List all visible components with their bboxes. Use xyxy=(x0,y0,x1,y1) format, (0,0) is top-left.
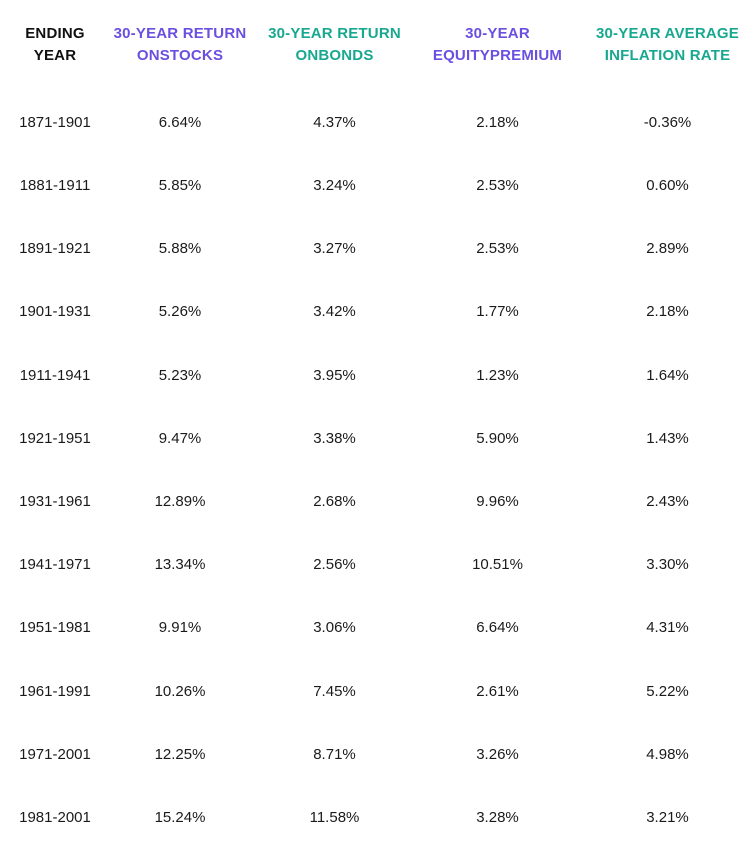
cell-ending-year: 1931-1961 xyxy=(19,493,91,510)
cell-ending-year: 1871-1901 xyxy=(19,114,91,131)
table-row xyxy=(0,174,750,198)
cell-bonds-return: 8.71% xyxy=(313,746,356,763)
cell-ending-year: 1981-2001 xyxy=(19,809,91,826)
cell-bonds-return: 11.58% xyxy=(309,809,360,826)
cell-equity-premium: 2.61% xyxy=(476,683,519,700)
cell-bonds-return: 3.95% xyxy=(313,367,356,384)
cell-ending-year: 1951-1981 xyxy=(19,619,91,636)
cell-ending-year: 1921-1951 xyxy=(19,430,91,447)
cell-ending-year: 1961-1991 xyxy=(19,683,91,700)
cell-equity-premium: 10.51% xyxy=(472,556,523,573)
cell-bonds-return: 3.06% xyxy=(313,619,356,636)
table-row xyxy=(0,553,750,577)
cell-ending-year: 1971-2001 xyxy=(19,746,91,763)
cell-stocks-return: 5.26% xyxy=(158,303,202,320)
cell-bonds-return: 3.24% xyxy=(313,177,356,194)
table-row xyxy=(0,680,750,704)
header-stocks-return-line2: ONSTOCKS xyxy=(136,47,224,64)
cell-bonds-return: 7.45% xyxy=(313,683,356,700)
cell-bonds-return: 4.37% xyxy=(313,114,356,131)
table-header xyxy=(0,0,750,80)
header-equity-premium-line2: EQUITYPREMIUM xyxy=(432,47,563,64)
header-inflation-rate-line2: INFLATION RATE xyxy=(604,47,731,64)
header-stocks-return xyxy=(105,23,255,67)
cell-ending-year: 1901-1931 xyxy=(19,303,91,320)
header-bonds-return-line2: ONBONDS xyxy=(295,47,374,64)
cell-ending-year: 1891-1921 xyxy=(19,240,91,257)
cell-inflation-rate: 2.89% xyxy=(646,240,689,257)
cell-inflation-rate: 4.31% xyxy=(646,619,689,636)
cell-inflation-rate: 3.30% xyxy=(646,556,689,573)
cell-bonds-return: 2.56% xyxy=(313,556,356,573)
header-inflation-rate xyxy=(585,23,750,67)
header-equity-premium-line1: 30-YEAR xyxy=(465,25,530,42)
cell-stocks-return: 5.23% xyxy=(158,367,202,384)
table-row xyxy=(0,616,750,640)
cell-equity-premium: 2.53% xyxy=(476,240,519,257)
cell-stocks-return: 12.25% xyxy=(154,746,206,763)
cell-equity-premium: 2.18% xyxy=(476,114,519,131)
cell-equity-premium: 1.77% xyxy=(476,303,519,320)
header-equity-premium xyxy=(425,23,570,67)
cell-stocks-return: 10.26% xyxy=(154,683,206,700)
table-row xyxy=(0,743,750,767)
cell-stocks-return: 15.24% xyxy=(154,809,206,826)
cell-inflation-rate: 0.60% xyxy=(646,177,689,194)
header-bonds-return-line1: 30-YEAR RETURN xyxy=(268,25,401,42)
cell-bonds-return: 2.68% xyxy=(313,493,356,510)
cell-stocks-return: 9.47% xyxy=(158,430,202,447)
cell-stocks-return: 5.85% xyxy=(158,177,202,194)
cell-equity-premium: 3.28% xyxy=(476,809,519,826)
header-stocks-return-line1: 30-YEAR RETURN xyxy=(113,25,247,42)
cell-inflation-rate: 5.22% xyxy=(646,683,689,700)
cell-stocks-return: 5.88% xyxy=(158,240,202,257)
table-row xyxy=(0,806,750,830)
cell-equity-premium: 5.90% xyxy=(476,430,519,447)
header-ending-year xyxy=(10,23,100,67)
cell-inflation-rate: 1.64% xyxy=(646,367,689,384)
cell-ending-year: 1911-1941 xyxy=(19,367,91,384)
cell-inflation-rate: 4.98% xyxy=(646,746,689,763)
cell-equity-premium: 9.96% xyxy=(476,493,519,510)
cell-inflation-rate: 2.18% xyxy=(646,303,689,320)
table-row xyxy=(0,490,750,514)
cell-inflation-rate: 3.21% xyxy=(646,809,689,826)
cell-stocks-return: 13.34% xyxy=(154,556,206,573)
cell-ending-year: 1941-1971 xyxy=(19,556,91,573)
cell-inflation-rate: 2.43% xyxy=(646,493,689,510)
cell-stocks-return: 12.89% xyxy=(154,493,206,510)
cell-bonds-return: 3.38% xyxy=(313,430,356,447)
cell-inflation-rate: -0.36% xyxy=(643,114,692,131)
table-row xyxy=(0,111,750,135)
table-row xyxy=(0,300,750,324)
table-row xyxy=(0,364,750,388)
cell-equity-premium: 2.53% xyxy=(476,177,519,194)
cell-stocks-return: 6.64% xyxy=(158,114,202,131)
cell-stocks-return: 9.91% xyxy=(158,619,202,636)
cell-bonds-return: 3.42% xyxy=(313,303,356,320)
table-row xyxy=(0,427,750,451)
cell-ending-year: 1881-1911 xyxy=(19,177,91,194)
cell-equity-premium: 1.23% xyxy=(476,367,519,384)
header-ending-year-line1: ENDING xyxy=(25,25,85,42)
header-bonds-return xyxy=(262,23,407,67)
table-row xyxy=(0,237,750,261)
header-inflation-rate-line1: 30-YEAR AVERAGE xyxy=(595,25,740,42)
cell-bonds-return: 3.27% xyxy=(313,240,356,257)
cell-inflation-rate: 1.43% xyxy=(646,430,689,447)
cell-equity-premium: 3.26% xyxy=(476,746,519,763)
header-ending-year-line2: YEAR xyxy=(33,47,77,64)
cell-equity-premium: 6.64% xyxy=(476,619,519,636)
